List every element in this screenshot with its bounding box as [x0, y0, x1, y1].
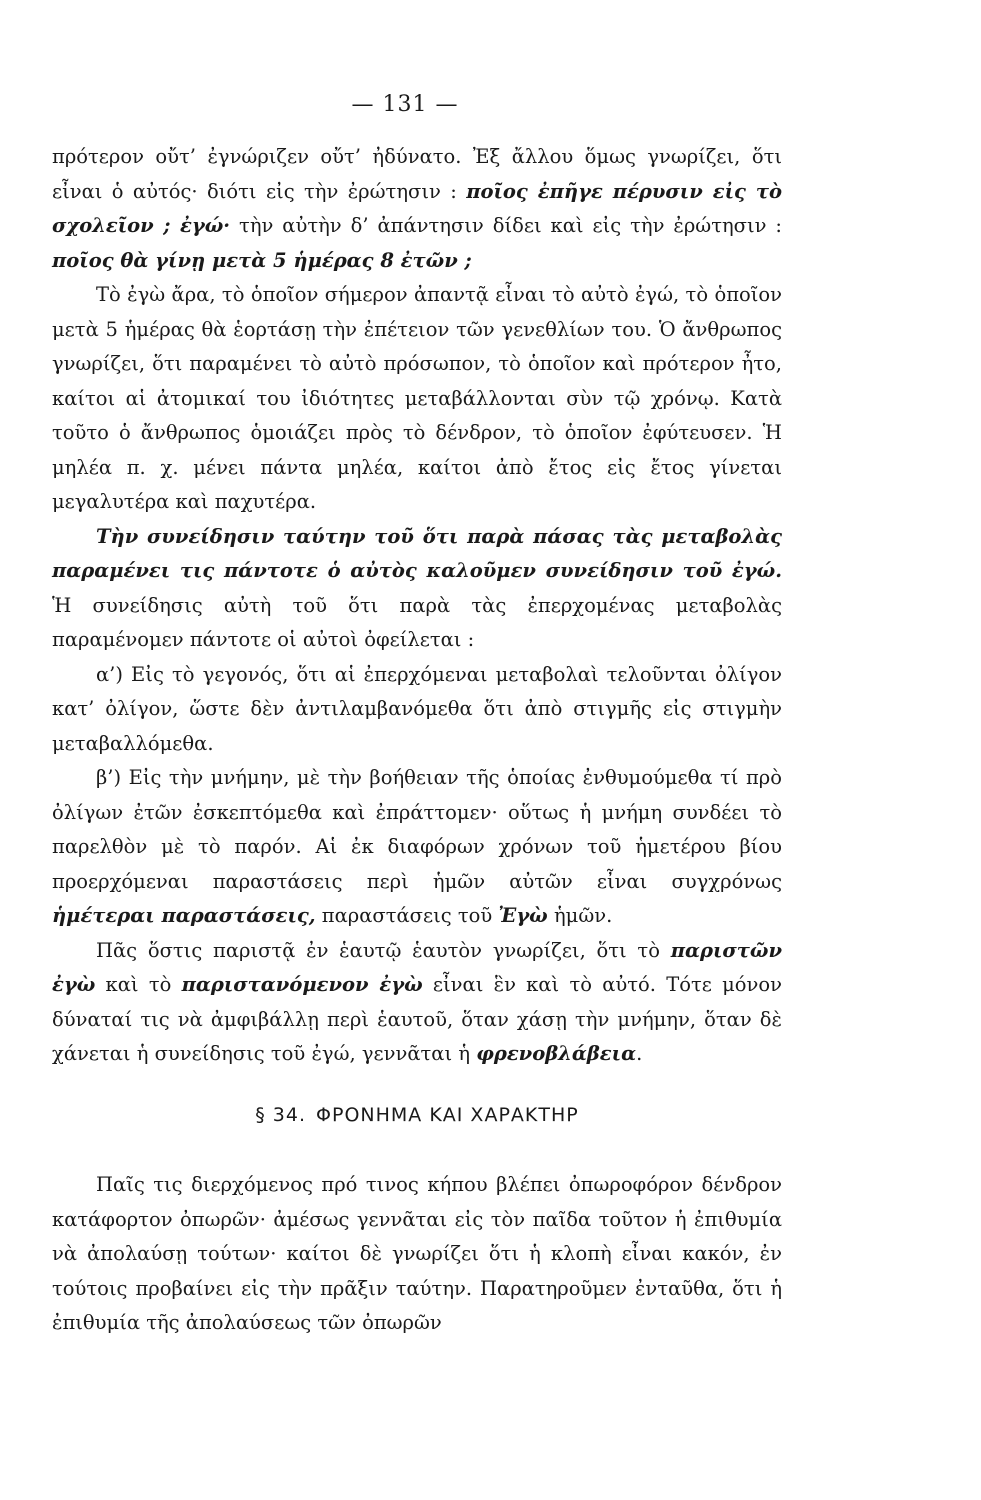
paragraph-6: Πᾶς ὅστις παριστᾷ ἐν ἑαυτῷ ἑαυτὸν γνωρίζει, ὅτι τὸ παριστῶν ἐγὼ καὶ τὸ παριστανόμενον ἐγὼ εἶναι ἓν καὶ τὸ αὐτό. Τότε μόνον δύναταί τις νὰ ἀμφιβάλλῃ περὶ ἑαυτοῦ, ὅταν χάσῃ τὴν μνήμην, ὅταν δὲ χάνεται ἡ συνείδησις τοῦ ἐγώ, γεννᾶται ἡ φρενοβλάβεια.	[52, 938, 782, 1065]
paragraph-3: Τὴν συνείδησιν ταύτην τοῦ ὅτι παρὰ πάσας τὰς μεταβολὰς παραμένει τις πάντοτε ὁ αὐτὸς καλοῦμεν συνείδησιν τοῦ ἐγώ. Ἡ συνείδησις αὐτὴ τοῦ ὅτι παρὰ τὰς ἐπερχομένας μεταβολὰς παραμένομεν πάντοτε οἱ αὐτοὶ ὀφείλεται :	[52, 524, 782, 651]
paragraph-5: β’) Εἰς τὴν μνήμην, μὲ τὴν βοήθειαν τῆς ὁποίας ἐνθυμούμεθα τί πρὸ ὀλίγων ἐτῶν ἐσκεπτόμεθα καὶ ἐπράττομεν· οὕτως ἡ μνήμη συνδέει τὸ παρελθὸν μὲ τὸ παρόν. Αἱ ἐκ διαφόρων χρόνων τοῦ ἡμετέρου βίου προερχόμεναι παραστάσεις περὶ ἡμῶν αὐτῶν εἶναι συγχρόνως ἡμέτεραι παραστάσεις, παραστάσεις τοῦ Ἐγὼ ἡμῶν.	[52, 766, 782, 927]
paragraph-2: Τὸ ἐγὼ ἄρα, τὸ ὁποῖον σήμερον ἀπαντᾷ εἶναι τὸ αὐτὸ ἐγώ, τὸ ὁποῖον μετὰ 5 ἡμέρας θὰ ἑορτάσῃ τὴν ἐπέτειον τῶν γενεθλίων του. Ὁ ἄνθρωπος γνωρίζει, ὅτι παραμένει τὸ αὐτὸ πρόσωπον, τὸ ὁποῖον καὶ πρότερον ἦτο, καίτοι αἱ ἀτομικαί του ἰδιότητες μεταβάλλονται σὺν τῷ χρόνῳ. Κατὰ τοῦτο ὁ ἄνθρωπος ὁμοιάζει πρὸς τὸ δένδρον, τὸ ὁποῖον ἐφύτευσεν. Ἡ μηλέα π. χ. μένει πάντα μηλέα, καίτοι ἀπὸ ἔτος εἰς ἔτος γίνεται μεγαλυτέρα καὶ παχυτέρα.	[52, 283, 782, 513]
page-body	[52, 140, 782, 1341]
paragraph-7: Παῖς τις διερχόμενος πρό τινος κήπου βλέπει ὀπωροφόρον δένδρον κατάφορτον ὀπωρῶν· ἀμέσως γεννᾶται εἰς τὸν παῖδα τοῦτον ἡ ἐπιθυμία νὰ ἀπολαύσῃ τούτων· καίτοι δὲ γνωρίζει ὅτι ἡ κλοπὴ εἶναι κακόν, ἐν τούτοις προβαίνει εἰς τὴν πρᾶξιν ταύτην. Παρατηροῦμεν ἐνταῦθα, ὅτι ἡ ἐπιθυμία τῆς ἀπολαύσεως τῶν ὀπωρῶν	[52, 1173, 782, 1334]
paragraph-4: α’) Εἰς τὸ γεγονός, ὅτι αἱ ἐπερχόμεναι μεταβολαὶ τελοῦνται ὀλίγον κατ’ ὀλίγον, ὥστε δὲν ἀντιλαμβανόμεθα ὅτι ἀπὸ στιγμῆς εἰς στιγμὴν μεταβαλλόμεθα.	[52, 662, 782, 755]
section-number: § 34.	[255, 1103, 307, 1126]
page-number: — 131 —	[351, 92, 459, 117]
section-title: ΦΡΟΝΗΜΑ ΚΑΙ ΧΑΡΑΚΤΗΡ	[316, 1103, 579, 1126]
section-heading	[52, 1098, 782, 1133]
paragraph-1: πρότερον οὔτ’ ἐγνώριζεν οὔτ’ ἠδύνατο. Ἐξ ἄλλου ὅμως γνωρίζει, ὅτι εἶναι ὁ αὐτός· διότι εἰς τὴν ἐρώτησιν : ποῖος ἐπῆγε πέρυσιν εἰς τὸ σχολεῖον ; ἐγώ· τὴν αὐτὴν δ’ ἀπάντησιν δίδει καὶ εἰς τὴν ἐρώτησιν : ποῖος θὰ γίνῃ μετὰ 5 ἡμέρας 8 ἐτῶν ;	[52, 145, 782, 272]
